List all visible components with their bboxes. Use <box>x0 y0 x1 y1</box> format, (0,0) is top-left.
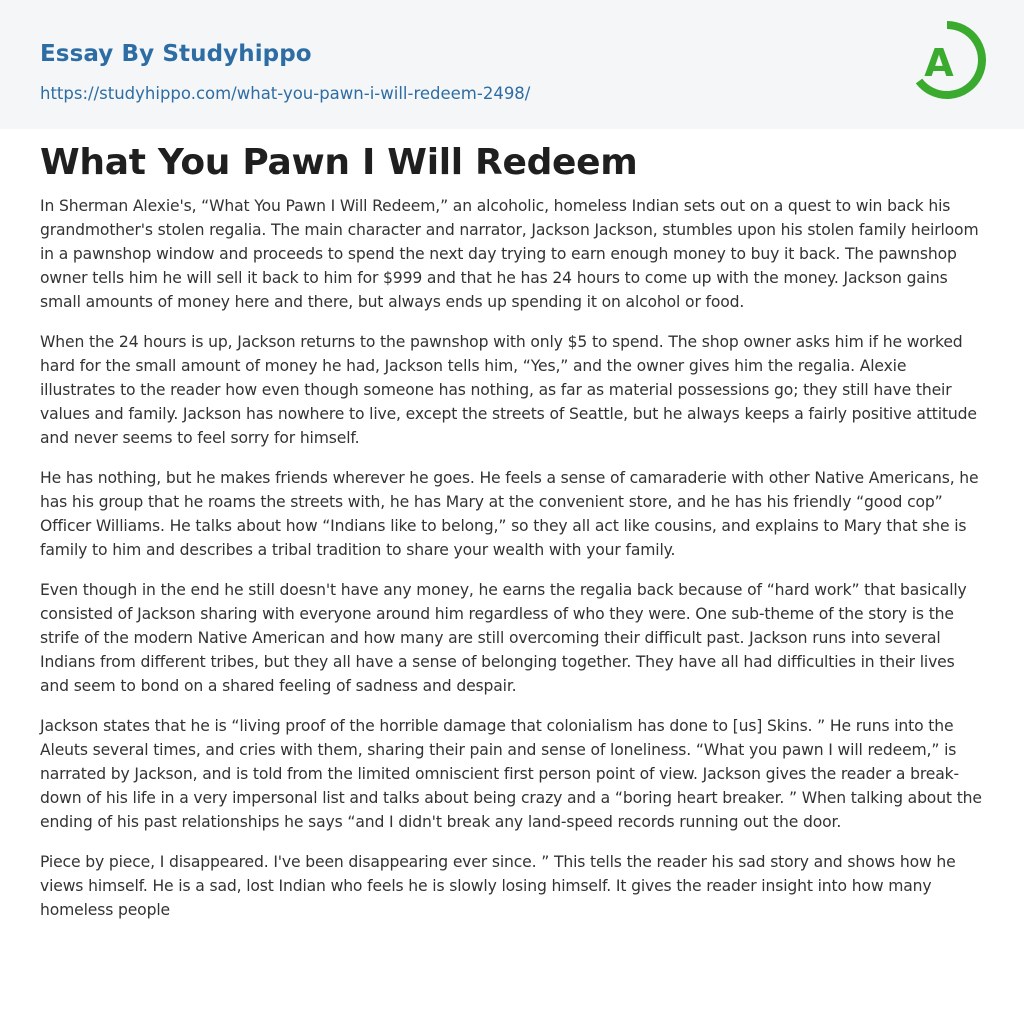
essay-title: What You Pawn I Will Redeem <box>40 142 638 183</box>
logo-letter: A <box>924 41 954 85</box>
essay-body <box>40 194 984 938</box>
essay-paragraph: When the 24 hours is up, Jackson returns to the pawnshop with only $5 to spend. The shop owner asks him if he worked hard for the small amount of money he had, Jackson tells him, “Yes,” and the owner gives him the regalia. Alexie illustrates to the reader how even though someone has nothing, as far as material possessions go; they still have their values and family. Jackson has nowhere to live, except the streets of Seattle, but he always keeps a fairly positive attitude and never seems to feel sorry for himself. <box>40 333 977 447</box>
essay-paragraph: He has nothing, but he makes friends wherever he goes. He feels a sense of camaraderie with other Native Americans, he has his group that he roams the streets with, he has Mary at the convenient store, and he has his friendly “good cop” Officer Williams. He talks about how “Indians like to belong,” so they all act like cousins, and explains to Mary that she is family to him and describes a tribal tradition to share your wealth with your family. <box>40 469 979 559</box>
site-header <box>0 0 1024 129</box>
essay-paragraph: Even though in the end he still doesn't have any money, he earns the regalia back because of “hard work” that basically consisted of Jackson sharing with everyone around him regardless of who they were. One sub-theme of the story is the strife of the modern Native American and how many are still overcoming their difficult past. Jackson runs into several Indians from different tribes, but they all have a sense of belonging together. They have all had difficulties in their lives and seem to bond on a shared feeling of sadness and despair. <box>40 581 967 695</box>
site-brand[interactable]: Essay By Studyhippo <box>40 41 312 67</box>
essay-url-link[interactable]: https://studyhippo.com/what-you-pawn-i-will-redeem-2498/ <box>40 84 531 103</box>
essay-paragraph: In Sherman Alexie's, “What You Pawn I Will Redeem,” an alcoholic, homeless Indian sets out on a quest to win back his grandmother's stolen regalia. The main character and narrator, Jackson Jackson, stumbles upon his stolen family heirloom in a pawnshop window and proceeds to spend the next day trying to earn enough money to buy it back. The pawnshop owner tells him he will sell it back to him for $999 and that he has 24 hours to come up with the money. Jackson gains small amounts of money here and there, but always ends up spending it on alcohol or food. <box>40 197 979 311</box>
studyhippo-logo-icon[interactable] <box>912 19 986 105</box>
essay-paragraph: Piece by piece, I disappeared. I've been disappearing ever since. ” This tells the reader his sad story and shows how he views himself. He is a sad, lost Indian who feels he is slowly losing himself. It gives the reader insight into how many homeless people <box>40 853 956 919</box>
essay-paragraph: Jackson states that he is “living proof of the horrible damage that colonialism has done to [us] Skins. ” He runs into the Aleuts several times, and cries with them, sharing their pain and sense of loneliness. “What you pawn I will redeem,” is narrated by Jackson, and is told from the limited omniscient first person point of view. Jackson gives the reader a break-down of his life in a very impersonal list and talks about being crazy and a “boring heart breaker. ” When talking about the ending of his past relationships he says “and I didn't break any land-speed records running out the door. <box>40 717 982 831</box>
